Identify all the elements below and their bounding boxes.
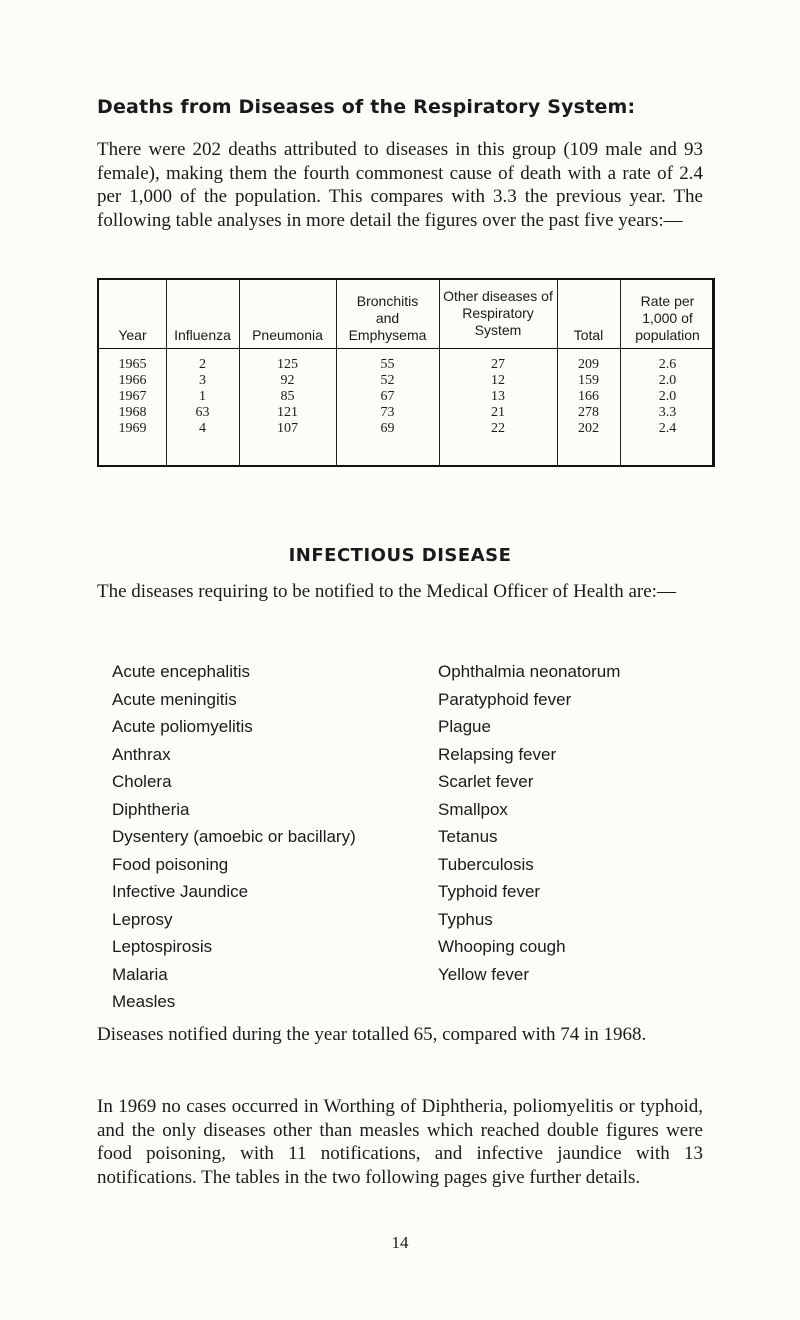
list-item: Leptospirosis: [112, 937, 213, 956]
list-item: Acute encephalitis: [112, 662, 250, 681]
cell-influenza: 4: [199, 421, 206, 436]
cell-influenza: 3: [199, 373, 206, 388]
list-item: Infective Jaundice: [112, 882, 249, 901]
cell-year: 1967: [118, 389, 147, 404]
cell-influenza: 1: [199, 389, 206, 404]
page-number: 14: [391, 1233, 409, 1252]
cell-other: 21: [491, 405, 505, 420]
list-item: Anthrax: [112, 744, 171, 764]
list-item: Cholera: [112, 772, 172, 791]
header-rate: Rate per 1,000 of population: [635, 293, 700, 343]
list-item: Typhoid fever: [438, 882, 541, 901]
cell-bronchitis: 52: [380, 373, 395, 388]
cell-total: 209: [578, 357, 599, 372]
cell-pneumonia: 107: [277, 421, 298, 436]
cell-bronchitis: 55: [380, 357, 395, 372]
cell-total: 159: [578, 373, 599, 388]
notifiable-diseases-list-right: [438, 658, 620, 988]
total-notified-paragraph: Diseases notified during the year totalled 65, compared with 74 in 1968.: [97, 1024, 647, 1045]
list-item: Dysentery (amoebic or bacillary): [112, 827, 356, 846]
cell-rate: 3.3: [658, 405, 677, 420]
cell-bronchitis: 69: [380, 421, 395, 436]
cell-year: 1968: [118, 405, 147, 420]
list-item: Acute meningitis: [112, 689, 237, 709]
list-item: Tetanus: [438, 827, 498, 846]
list-item: Paratyphoid fever: [438, 689, 572, 709]
list-item: Measles: [112, 992, 176, 1011]
list-item: Smallpox: [438, 799, 508, 819]
cell-influenza: 2: [199, 357, 206, 372]
list-item: Plague: [438, 717, 491, 736]
respiratory-deaths-table: [97, 278, 715, 467]
cell-pneumonia: 121: [277, 405, 298, 420]
cell-rate: 2.0: [658, 373, 677, 388]
notify-intro-paragraph: The diseases requiring to be notified to the Medical Officer of Health are:—: [97, 581, 676, 602]
section-heading: Deaths from Diseases of the Respiratory System:: [97, 96, 636, 118]
list-item: Typhus: [438, 909, 493, 929]
notifiable-diseases-list-left: [112, 658, 356, 1016]
cell-bronchitis: 67: [380, 389, 395, 404]
intro-paragraph: There were 202 deaths attributed to diseases in this group (109 male and 93 female), making them the fourth commonest cause of death with a rate of 2.4 per 1,000 of the population. This compares with 3.3 the previous year. The following table analyses in more detail the figures over the past five years:—: [97, 139, 703, 231]
header-total: Total: [573, 327, 604, 343]
cell-other: 27: [491, 357, 505, 372]
cell-rate: 2.0: [658, 389, 677, 404]
header-year: Year: [118, 327, 147, 343]
list-item: Diphtheria: [112, 799, 190, 819]
list-item: Relapsing fever: [438, 744, 557, 764]
cell-rate: 2.6: [658, 357, 677, 372]
cell-rate: 2.4: [658, 421, 677, 436]
cell-bronchitis: 73: [380, 405, 395, 420]
header-pneumonia: Pneumonia: [252, 327, 323, 343]
cell-other: 13: [491, 389, 505, 404]
cell-year: 1969: [118, 421, 147, 436]
list-item: Food poisoning: [112, 854, 229, 874]
cell-other: 22: [491, 421, 505, 436]
list-item: Ophthalmia neonatorum: [438, 662, 621, 681]
summary-paragraph: In 1969 no cases occurred in Worthing of Diphtheria, poliomyelitis or typhoid, and the only diseases other than measles which reached double figures were food poisoning, with 11 notifications, and infective jaundice with 13 notifications. The tables in the two following pages give further details.: [97, 1096, 703, 1188]
cell-total: 166: [578, 389, 599, 404]
list-item: Yellow fever: [438, 964, 530, 984]
cell-pneumonia: 125: [277, 357, 298, 372]
header-influenza: Influenza: [174, 327, 231, 343]
section-title: INFECTIOUS DISEASE: [288, 545, 512, 566]
list-item: Scarlet fever: [438, 772, 534, 791]
cell-influenza: 63: [195, 405, 210, 420]
cell-pneumonia: 92: [280, 373, 295, 388]
cell-year: 1965: [118, 357, 147, 372]
list-item: Leprosy: [112, 909, 173, 929]
cell-pneumonia: 85: [280, 389, 295, 404]
header-other-diseases: Other diseases of Respiratory System: [443, 287, 553, 338]
cell-total: 202: [578, 421, 599, 436]
list-item: Acute poliomyelitis: [112, 717, 253, 736]
cell-year: 1966: [118, 373, 147, 388]
cell-total: 278: [578, 405, 599, 420]
list-item: Whooping cough: [438, 937, 566, 956]
list-item: Malaria: [112, 964, 168, 984]
list-item: Tuberculosis: [438, 854, 534, 874]
cell-other: 12: [491, 373, 505, 388]
header-bronchitis: Bronchitis and Emphysema: [348, 293, 427, 343]
